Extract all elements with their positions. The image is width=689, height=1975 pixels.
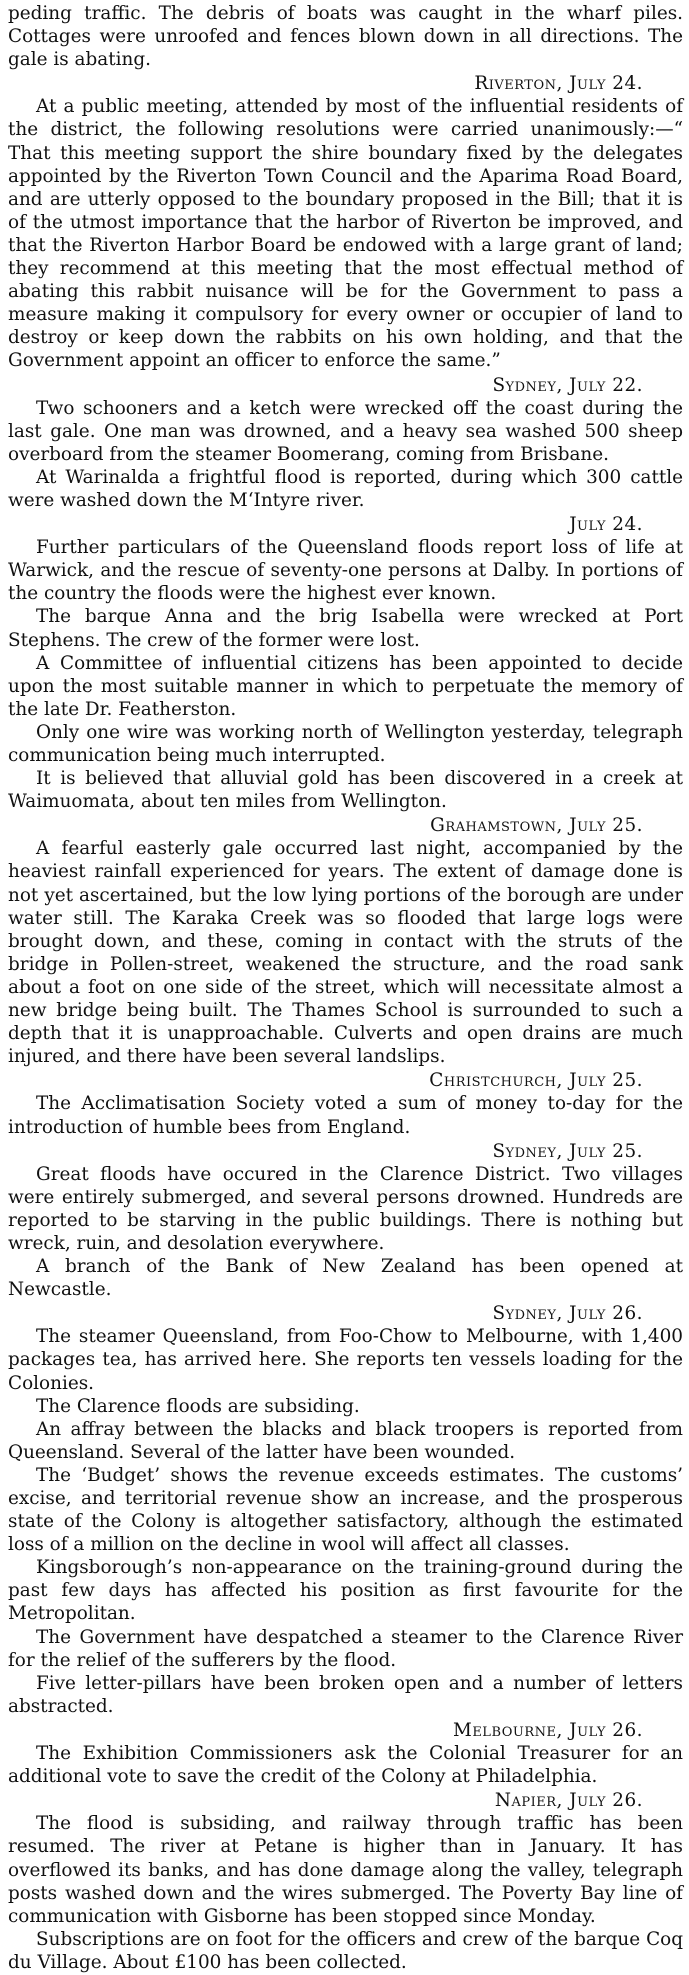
dateline: Sydney, July 25.: [492, 1140, 643, 1162]
news-paragraph: A branch of the Bank of New Zealand has been opened at Newcastle.: [8, 1256, 683, 1301]
news-paragraph: Great floods have occured in the Clarence District. Two villages were entirely submerged, and several persons drowned. Hundreds are reported to be starving in the public buildings. There is nothing but wreck, ruin, and desolation everywhere.: [8, 1163, 683, 1254]
news-paragraph: Subscriptions are on foot for the officers and crew of the barque Coq du Village. About £100 has been collected.: [8, 1928, 683, 1973]
news-paragraph: The ‘Budget’ shows the revenue exceeds estimates. The customs’ excise, and territorial revenue show an increase, and the prosperous state of the Colony is altogether satisfactory, although the estimated loss of a million on the decline in wool will affect all classes.: [8, 1464, 683, 1556]
news-paragraph: A Committee of influential citizens has been appointed to decide upon the most suitable manner in which to perpetuate the memory of the late Dr. Featherston.: [8, 652, 683, 720]
dateline: Christchurch, July 25.: [429, 1070, 643, 1092]
news-paragraph: The barque Anna and the brig Isabella were wrecked at Port Stephens. The crew of the former were lost.: [8, 606, 683, 651]
news-paragraph: Kingsborough’s non-appearance on the training-ground during the past few days has affected his position as first favourite for the Metropolitan.: [8, 1557, 683, 1625]
news-paragraph: A fearful easterly gale occurred last night, accompanied by the heaviest rainfall experienced for years. The extent of damage done is not yet ascertained, but the low lying portions of the borough are under water still. The Karaka Creek was so flooded that large logs were brought down, and these, coming in contact with the struts of the bridge in Pollen-street, weakened the structure, and the road sank about a foot on one side of the street, which will necessitate almost a new bridge being built. The Thames School is surrounded to such a depth that it is unapproachable. Culverts and open drains are much injured, and there have been several landslips.: [8, 838, 683, 1068]
news-paragraph: The flood is subsiding, and railway through traffic has been resumed. The river at Petane is higher than in January. It has overflowed its banks, and has done damage along the valley, telegraph posts washed down and the wires submerged. The Poverty Bay line of communication with Gisborne has been stopped since Monday.: [8, 1813, 683, 1927]
news-paragraph: Only one wire was working north of Wellington yesterday, telegraph communication being much interrupted.: [8, 721, 683, 766]
dateline: Melbourne, July 26.: [452, 1719, 643, 1741]
news-paragraph: At a public meeting, attended by most of the influential residents of the district, the following resolutions were carried unanimously:—“ That this meeting support the shire boundary fixed by the delegates appointed by the Riverton Town Council and the Aparima Road Board, and are utterly opposed to the boundary proposed in the Bill; that it is of the utmost importance that the harbor of Riverton be improved, and that the Riverton Harbor Board be endowed with a large grant of land; they recommend at this meeting that the most effectual method of abating this rabbit nuisance will be for the Government to pass a measure making it compulsory for every owner or occupier of land to destroy or keep down the rabbits on his own holding, and that the Government appoint an officer to enforce the same.”: [8, 96, 683, 372]
dateline: Grahamstown, July 25.: [430, 815, 643, 837]
news-paragraph: The Acclimatisation Society voted a sum of money to-day for the introduction of humble bees from England.: [8, 1093, 683, 1138]
news-paragraph: The Clarence floods are subsiding.: [36, 1395, 360, 1417]
dateline: Sydney, July 26.: [492, 1303, 643, 1325]
news-paragraph: It is believed that alluvial gold has been discovered in a creek at Waimuomata, about ten miles from Wellington.: [8, 768, 683, 813]
news-paragraph: An affray between the blacks and black troopers is reported from Queensland. Several of the latter have been wounded.: [8, 1418, 683, 1463]
news-paragraph: The steamer Queensland, from Foo-Chow to Melbourne, with 1,400 packages tea, has arrived here. She reports ten vessels loading for the Colonies.: [8, 1326, 683, 1394]
news-paragraph: Further particulars of the Queensland floods report loss of life at Warwick, and the rescue of seventy-one persons at Dalby. In portions of the country the floods were the highest ever known.: [8, 537, 683, 605]
news-paragraph: Two schooners and a ketch were wrecked off the coast during the last gale. One man was drowned, and a heavy sea washed 500 sheep overboard from the steamer Boomerang, coming from Brisbane.: [8, 397, 683, 465]
dateline: Napier, July 26.: [494, 1790, 643, 1812]
dateline: Sydney, July 22.: [492, 374, 643, 396]
news-paragraph: The Government have despatched a steamer to the Clarence River for the relief of the sufferers by the flood.: [8, 1626, 683, 1671]
news-paragraph: The Exhibition Commissioners ask the Colonial Treasurer for an additional vote to save the credit of the Colony at Philadelphia.: [8, 1743, 683, 1788]
dateline: Riverton, July 24.: [474, 73, 643, 95]
news-paragraph: peding traffic. The debris of boats was caught in the wharf piles. Cottages were unroofed and fences blown down in all directions. The gale is abating.: [8, 3, 683, 71]
dateline: July 24.: [569, 514, 643, 536]
news-paragraph: Five letter-pillars have been broken open and a number of letters abstracted.: [8, 1672, 683, 1717]
news-paragraph: At Warinalda a frightful flood is reported, during which 300 cattle were washed down the M‘Intyre river.: [8, 466, 683, 511]
